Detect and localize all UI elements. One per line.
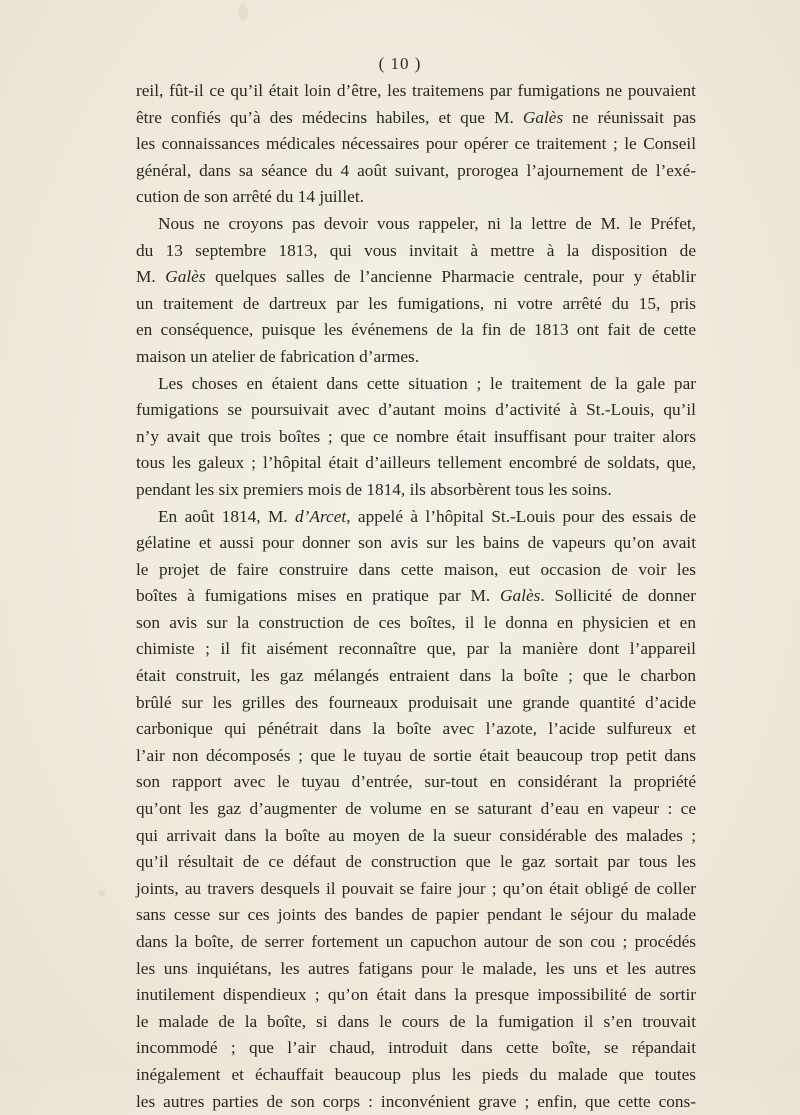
text-segment: les autres parties de son corps : inconvénient grave ; enfin, que cette cons-: [136, 1091, 696, 1111]
text-line: [136, 450, 696, 477]
text-segment: tous les galeux ; l’hôpital était d’ailleurs tellement encombré de soldats, que,: [136, 453, 696, 473]
text-segment: être confiés qu’à des médecins habiles, et que M.: [136, 107, 523, 127]
text-segment: dans la boîte, de serrer fortement un capuchon autour de son cou ; procédés: [136, 932, 696, 951]
paper-stain: [98, 890, 105, 897]
text-segment: sans cesse sur ces joints des bandes de papier pendant le séjour du malade: [136, 905, 696, 925]
text-line: [136, 238, 696, 265]
text-segment: les uns inquiétans, les autres fatigans pour le malade, les uns et les autres: [136, 958, 696, 978]
text-segment: qu’il résultait de ce défaut de construction que le gaz sortait par tous les: [136, 852, 696, 872]
text-line: [136, 504, 696, 531]
text-segment: Nous ne croyons pas devoir vous rappeler, ni la lettre de M. le Préfet,: [158, 213, 696, 233]
text-segment: un traitement de dartreux par les fumigations, ni votre arrêté du 15, pris: [136, 293, 696, 313]
text-line: [136, 557, 696, 584]
text-line: [136, 610, 696, 637]
text-segment: le malade de la boîte, si dans le cours de la fumigation il s’en trouvait: [136, 1011, 696, 1031]
text-segment: qui arrivait dans la boîte au moyen de la sueur considérable des malades ;: [136, 825, 696, 845]
text-segment: quelques salles de l’ancienne Pharmacie centrale, pour y établir: [205, 267, 696, 287]
text-line: [136, 663, 696, 690]
text-segment: ne réunissait pas: [563, 107, 696, 127]
text-line: [136, 982, 696, 1009]
text-segment: brûlé sur les grilles des fourneaux produisait une grande quantité d’acide: [136, 692, 696, 712]
text-segment: , appelé à l’hôpital St.-Louis pour des essais de: [346, 506, 696, 526]
text-line: [136, 264, 696, 291]
italic-name: Galès: [500, 586, 541, 606]
text-segment: fumigations se poursuivait avec d’autant moins d’activité à St.-Louis, qu’il: [136, 400, 696, 420]
text-segment: inutilement dispendieux ; qu’on était dans la presque impossibilité de sortir: [136, 985, 696, 1005]
text-segment: n’y avait que trois boîtes ; que ce nombre était insuffisant pour traiter alors: [136, 426, 696, 446]
text-line: [136, 956, 696, 983]
text-line: [136, 876, 696, 903]
text-segment: pendant les six premiers mois de 1814, ils absorbèrent tous les soins.: [136, 479, 612, 499]
text-segment: le projet de faire construire dans cette maison, eut occasion de voir les: [136, 559, 696, 579]
text-line: [136, 158, 696, 185]
text-line: [136, 636, 696, 663]
text-line: [136, 424, 696, 451]
text-segment: inégalement et échauffait beaucoup plus les pieds du malade que toutes: [136, 1064, 696, 1084]
text-line: [136, 211, 696, 238]
text-line: [136, 371, 696, 398]
text-segment: . Sollicité de donner: [540, 586, 696, 606]
text-line: [136, 902, 696, 929]
text-segment: général, dans sa séance du 4 août suivant, prorogea l’ajournement de l’exé-: [136, 160, 696, 180]
text-segment: son rapport avec le tuyau d’entrée, sur-tout en considérant la propriété: [136, 772, 696, 792]
text-line: [136, 131, 696, 158]
text-line: [136, 105, 696, 132]
text-segment: cution de son arrêté du 14 juillet.: [136, 187, 364, 207]
text-segment: l’air non décomposés ; que le tuyau de sortie était beaucoup trop petit dans: [136, 745, 696, 765]
text-segment: chimiste ; il fit aisément reconnaître que, par la manière dont l’appareil: [136, 639, 696, 659]
text-segment: était construit, les gaz mélangés entraient dans la boîte ; que le charbon: [136, 666, 696, 686]
text-line: [136, 1009, 696, 1036]
text-segment: M.: [136, 267, 166, 287]
body-text: [136, 78, 696, 1115]
text-line: [136, 291, 696, 318]
text-line: [136, 78, 696, 105]
text-line: [136, 1035, 696, 1062]
text-line: [136, 344, 696, 371]
text-line: [136, 1062, 696, 1089]
text-segment: En août 1814, M.: [158, 506, 296, 526]
text-segment: son avis sur la construction de ces boîtes, il le donna en physicien et en: [136, 612, 696, 632]
text-segment: en conséquence, puisque les événemens de la fin de 1813 ont fait de cette: [136, 320, 696, 340]
text-line: [136, 317, 696, 344]
text-line: [136, 796, 696, 823]
text-segment: carbonique qui pénétrait dans la boîte avec l’azote, l’acide sulfureux et: [136, 719, 696, 739]
text-segment: reil, fût-il ce qu’il était loin d’être, les traitemens par fumigations ne pouvaient: [136, 81, 696, 100]
text-segment: qu’ont les gaz d’augmenter de volume en se saturant d’eau en vapeur : ce: [136, 799, 696, 819]
text-segment: du 13 septembre 1813, qui vous invitait à mettre à la disposition de: [136, 240, 696, 260]
text-line: [136, 743, 696, 770]
text-segment: boîtes à fumigations mises en pratique par M.: [136, 586, 501, 606]
text-segment: maison un atelier de fabrication d’armes.: [136, 346, 420, 366]
text-line: [136, 690, 696, 717]
text-segment: incommodé ; que l’air chaud, introduit dans cette boîte, se répandait: [136, 1038, 696, 1058]
text-line: [136, 397, 696, 424]
italic-name: Galès: [165, 267, 206, 287]
text-line: [136, 823, 696, 850]
text-segment: gélatine et aussi pour donner son avis sur les bains de vapeurs qu’on avait: [136, 533, 696, 553]
text-line: [136, 583, 696, 610]
text-segment: Les choses en étaient dans cette situation ; le traitement de la gale par: [158, 373, 696, 393]
page-number: ( 10 ): [378, 54, 422, 73]
text-line: [136, 769, 696, 796]
italic-name: d’Arcet: [295, 506, 347, 526]
text-segment: joints, au travers desquels il pouvait se faire jour ; qu’on était obligé de coller: [136, 878, 696, 898]
text-line: [136, 849, 696, 876]
paper-stain: [238, 3, 248, 21]
text-line: [136, 929, 696, 956]
text-line: [136, 716, 696, 743]
text-line: [136, 1089, 696, 1115]
text-line: [136, 530, 696, 557]
text-line: [136, 477, 696, 504]
text-segment: les connaissances médicales nécessaires pour opérer ce traitement ; le Conseil: [136, 134, 696, 154]
text-line: [136, 184, 696, 211]
italic-name: Galès: [522, 107, 564, 127]
